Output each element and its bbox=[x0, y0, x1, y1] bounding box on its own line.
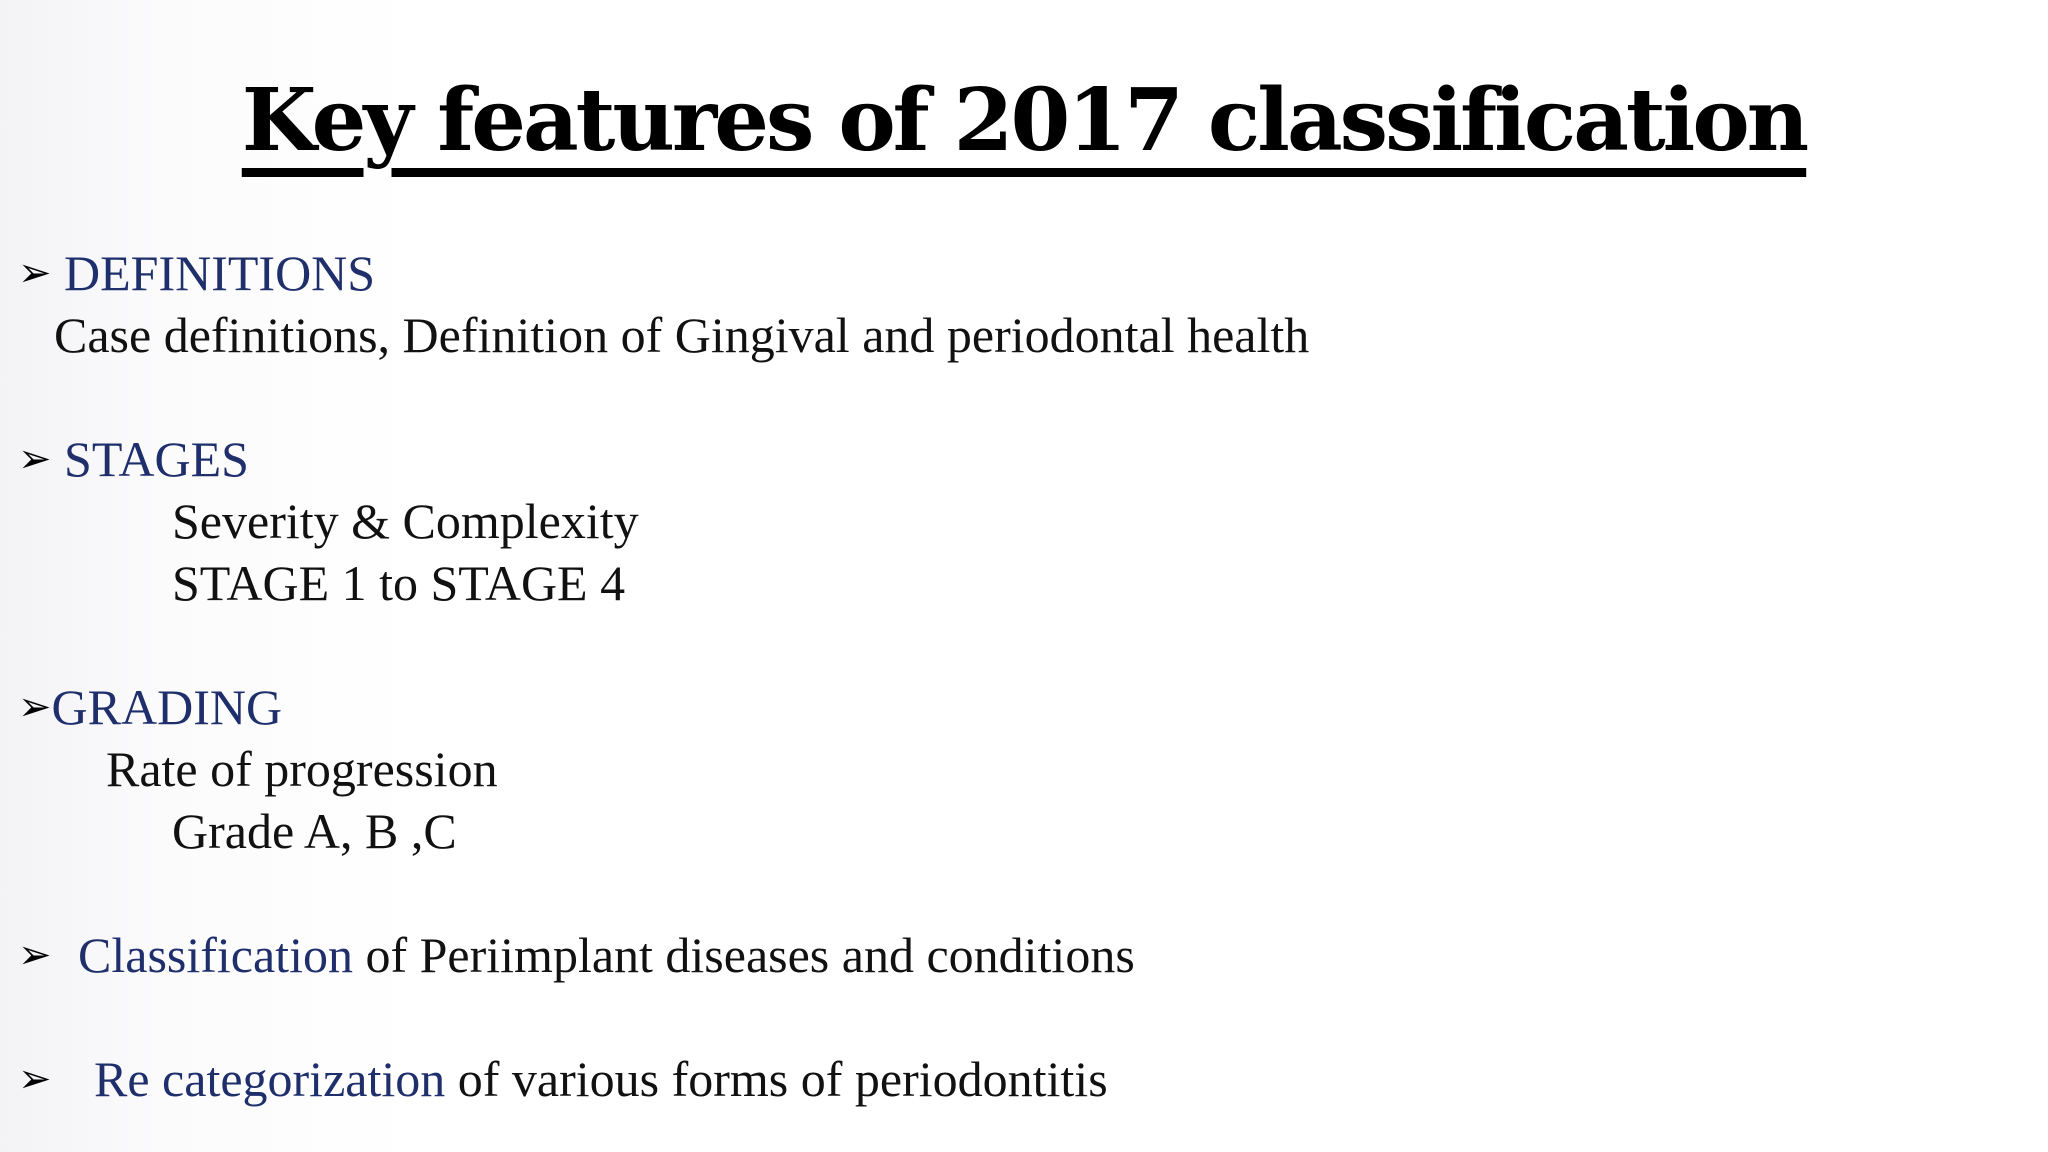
grading-detail-2: Grade A, B ,C bbox=[172, 803, 457, 859]
heading-label: GRADING bbox=[51, 679, 283, 735]
arrow-bullet-icon: ➢ bbox=[18, 1056, 52, 1102]
section-stages-heading bbox=[18, 431, 249, 487]
arrow-bullet-icon: ➢ bbox=[18, 932, 52, 978]
item-classification bbox=[18, 927, 1135, 983]
heading-label: STAGES bbox=[64, 431, 249, 487]
heading-label: DEFINITIONS bbox=[64, 245, 376, 301]
arrow-bullet-icon: ➢ bbox=[18, 684, 52, 730]
section-definitions-heading bbox=[18, 245, 376, 301]
stages-detail-2: STAGE 1 to STAGE 4 bbox=[172, 555, 626, 611]
section-grading-heading bbox=[18, 679, 283, 735]
item-text: of Periimplant diseases and conditions bbox=[352, 927, 1135, 983]
stages-detail-1: Severity & Complexity bbox=[172, 493, 639, 549]
item-text: of various forms of periodontitis bbox=[445, 1051, 1108, 1107]
item-keyword: Classification bbox=[78, 927, 353, 983]
slide-title: Key features of 2017 classification bbox=[241, 70, 1807, 171]
arrow-bullet-icon: ➢ bbox=[18, 250, 52, 296]
arrow-bullet-icon: ➢ bbox=[18, 436, 52, 482]
definitions-detail: Case definitions, Definition of Gingival and periodontal health bbox=[54, 307, 1310, 363]
grading-detail-1: Rate of progression bbox=[106, 741, 498, 797]
item-keyword: Re categorization bbox=[94, 1051, 446, 1107]
item-recategorization bbox=[18, 1051, 1108, 1107]
